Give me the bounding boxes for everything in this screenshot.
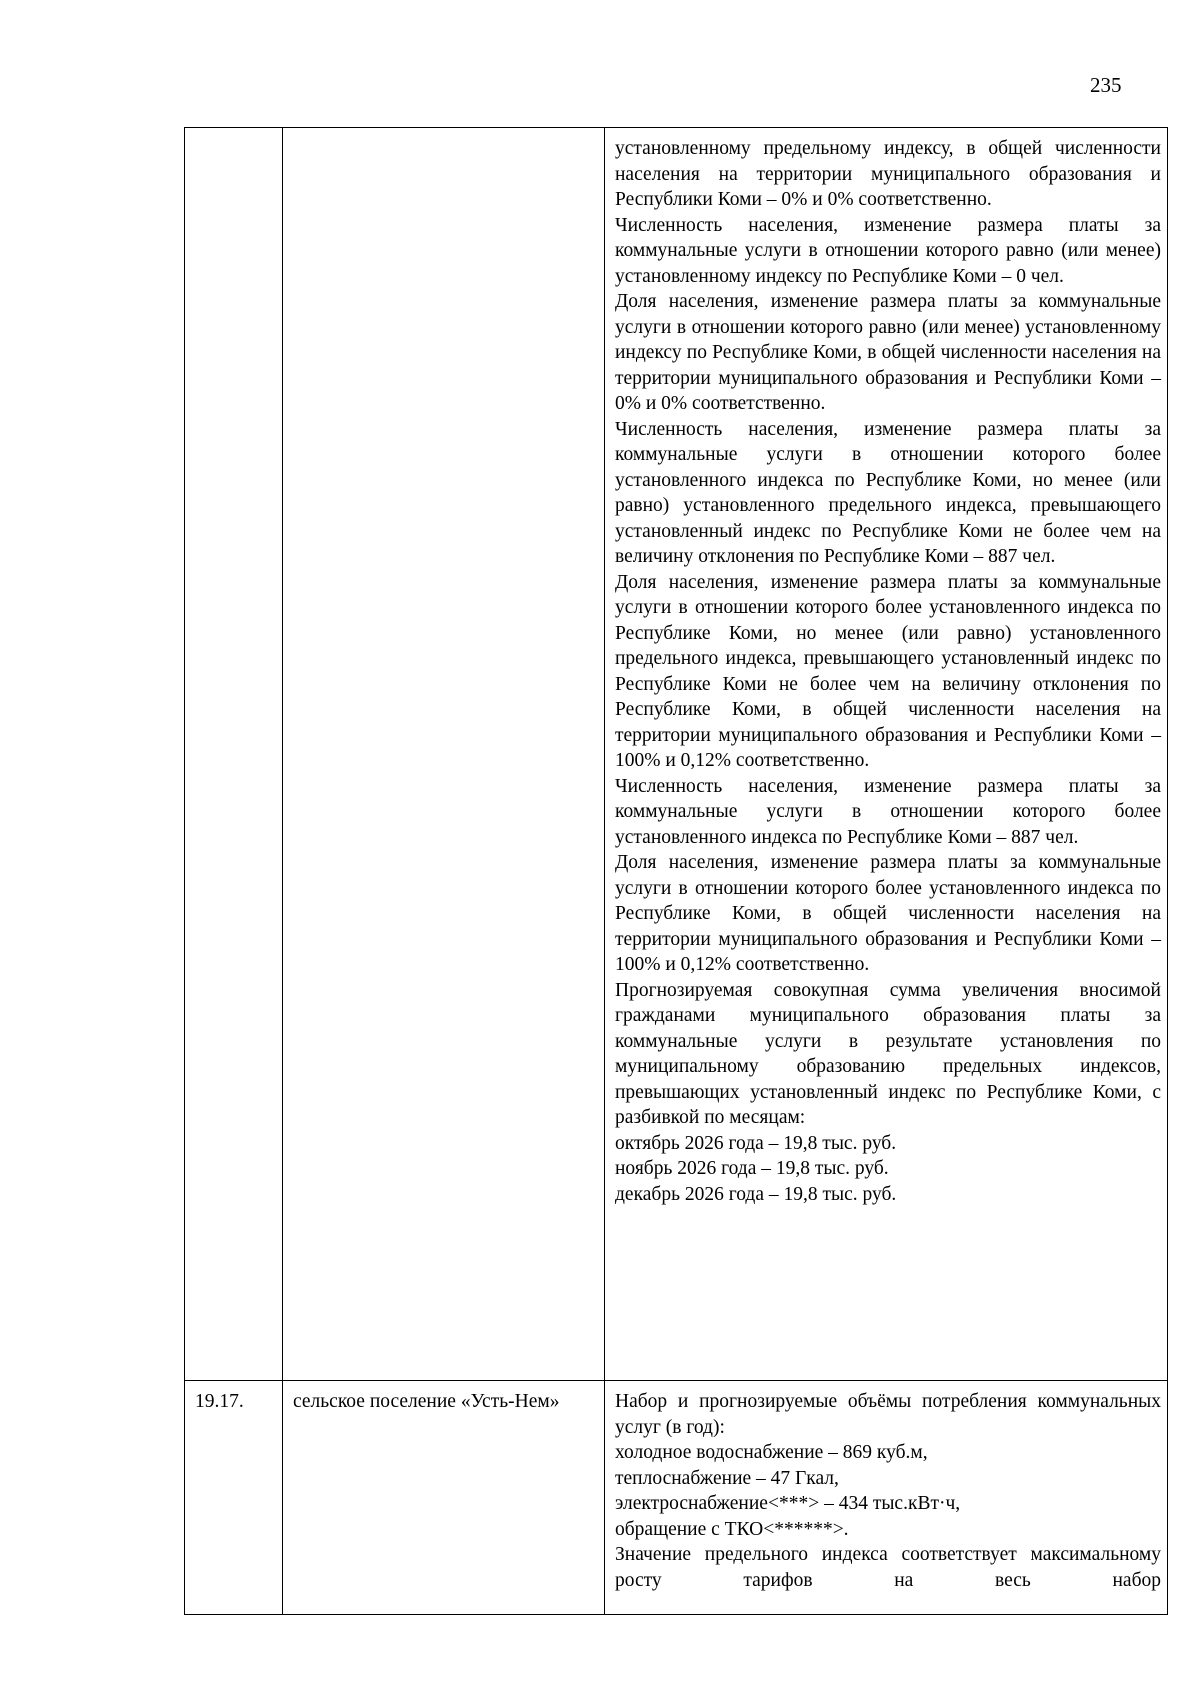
paragraph: теплоснабжение – 47 Гкал, [615, 1467, 839, 1489]
row-content-cell [605, 1381, 1168, 1615]
paragraph: декабрь 2026 года – 19,8 тыс. руб. [615, 1183, 897, 1205]
row-name-cell [283, 128, 605, 1381]
paragraph: ноябрь 2026 года – 19,8 тыс. руб. [615, 1158, 889, 1179]
paragraph: обращение с ТКО<******>. [615, 1518, 849, 1540]
row-number-cell [185, 128, 283, 1381]
paragraph: октябрь 2026 года – 19,8 тыс. руб. [615, 1132, 897, 1154]
table-row [185, 1381, 1168, 1615]
paragraph: электроснабжение<***> – 434 тыс.кВт·ч, [615, 1493, 961, 1514]
paragraph: установленному предельному индексу, в общей численности населения на территории муниципального образования и Республики Коми – 0% и 0% соответственно. [615, 138, 1161, 210]
paragraph: Прогнозируемая совокупная сумма увеличения вносимой гражданами муниципального образования платы за коммунальные услуги в результате установления по муниципальному образованию предельных индексов, превышающих установленный индекс по Республике Коми, с разбивкой по месяцам: [615, 979, 1161, 1128]
row-name-cell: сельское поселение «Усть-Нем» [283, 1381, 605, 1615]
paragraph: Численность населения, изменение размера платы за коммунальные услуги в отношении которого более установленного индекса по Республике Коми, но менее (или равно) установленного предельного индекса, превышающего установленный индекс по Республике Коми не более чем на величину отклонения по Республике Коми – 887 чел. [615, 418, 1161, 567]
paragraph: Доля населения, изменение размера платы за коммунальные услуги в отношении которого более установленного индекса по Республике Коми, в общей численности населения на территории муниципального образования и Республики Коми – 100% и 0,12% соответственно. [615, 852, 1161, 975]
row-number-cell: 19.17. [185, 1381, 283, 1615]
table-row [185, 128, 1168, 1381]
paragraph: Численность населения, изменение размера платы за коммунальные услуги в отношении которого равно (или менее) установленному индексу по Республике Коми – 0 чел. [615, 214, 1161, 287]
paragraph: Доля населения, изменение размера платы за коммунальные услуги в отношении которого равно (или менее) установленному индексу по Республике Коми, в общей численности населения на территории муниципального образования и Республики Коми – 0% и 0% соответственно. [615, 291, 1161, 414]
paragraph: холодное водоснабжение – 869 куб.м, [615, 1442, 928, 1463]
row-content-cell [605, 128, 1168, 1381]
paragraph: Доля населения, изменение размера платы за коммунальные услуги в отношении которого более установленного индекса по Республике Коми, но менее (или равно) установленного предельного индекса, превышающего установленный индекс по Республике Коми не более чем на величину отклонения по Республике Коми, в общей численности населения на территории муниципального образования и Республики Коми – 100% и 0,12% соответственно. [615, 571, 1161, 771]
document-table [184, 127, 1168, 1615]
paragraph: Значение предельного индекса соответствует максимальному росту тарифов на весь набор [615, 1544, 1161, 1591]
page-number: 235 [1090, 73, 1122, 97]
paragraph: Набор и прогнозируемые объёмы потребления коммунальных услуг (в год): [615, 1391, 1161, 1438]
paragraph: Численность населения, изменение размера платы за коммунальные услуги в отношении которого более установленного индекса по Республике Коми – 887 чел. [615, 775, 1161, 848]
